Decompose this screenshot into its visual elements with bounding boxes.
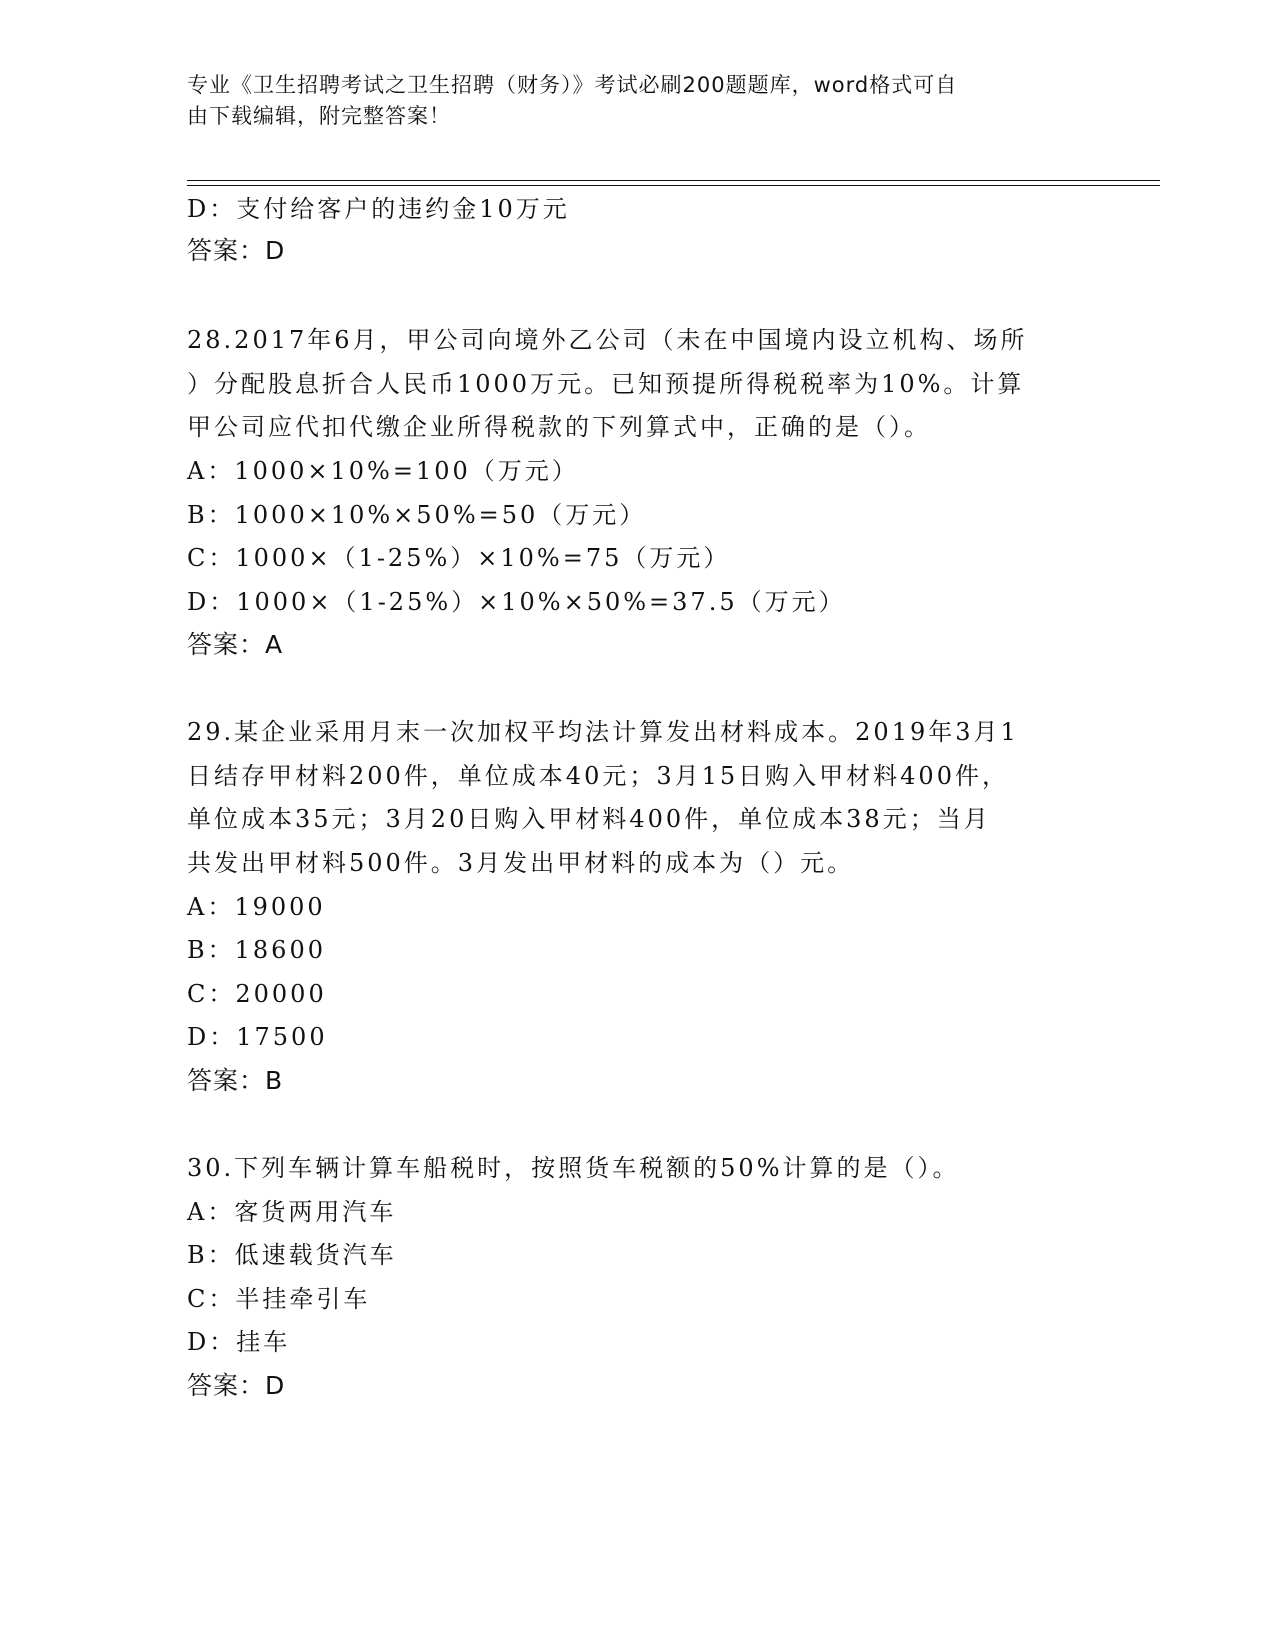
q30-option-d: D：挂车 xyxy=(187,1328,291,1356)
q29-stem-line-4: 共发出甲材料500件。3月发出甲材料的成本为（）元。 xyxy=(187,849,855,877)
q27-answer: 答案：D xyxy=(187,236,286,265)
q29-option-d: D：17500 xyxy=(187,1023,328,1051)
q28-answer: 答案：A xyxy=(187,630,284,659)
header-rule-top xyxy=(187,180,1160,181)
q29-stem-line-1: 29.某企业采用月末一次加权平均法计算发出材料成本。2019年3月1 xyxy=(187,718,1019,746)
q30-answer: 答案：D xyxy=(187,1371,286,1400)
q28-option-c: C：1000×（1-25%）×10%=75（万元） xyxy=(187,544,731,572)
q30-stem-line-1: 30.下列车辆计算车船税时，按照货车税额的50%计算的是（）。 xyxy=(187,1154,960,1182)
q28-option-b: B：1000×10%×50%=50（万元） xyxy=(187,501,647,529)
q29-option-a: A：19000 xyxy=(187,893,326,921)
q27-option-d: D：支付给客户的违约金10万元 xyxy=(187,195,570,223)
document-header xyxy=(187,70,1067,132)
header-line-1: 专业《卫生招聘考试之卫生招聘（财务）》考试必刷200题题库，word格式可自 xyxy=(187,73,958,97)
q29-stem-line-3: 单位成本35元；3月20日购入甲材料400件，单位成本38元；当月 xyxy=(187,805,991,833)
q30-option-a: A：客货两用汽车 xyxy=(187,1198,397,1226)
q29-answer: 答案：B xyxy=(187,1066,284,1095)
q29-option-b: B：18600 xyxy=(187,936,326,964)
q28-option-a: A：1000×10%=100（万元） xyxy=(187,457,579,485)
q28-option-d: D：1000×（1-25%）×10%×50%=37.5（万元） xyxy=(187,588,846,616)
q28-stem-line-2: ）分配股息折合人民币1000万元。已知预提所得税税率为10%。计算 xyxy=(187,370,1025,398)
q30-option-b: B：低速载货汽车 xyxy=(187,1241,397,1269)
q29-option-c: C：20000 xyxy=(187,980,327,1008)
q29-stem-line-2: 日结存甲材料200件，单位成本40元；3月15日购入甲材料400件， xyxy=(187,762,1009,790)
q28-stem-line-3: 甲公司应代扣代缴企业所得税款的下列算式中，正确的是（）。 xyxy=(187,413,931,441)
header-line-2: 由下载编辑，附完整答案！ xyxy=(187,104,451,128)
q28-stem-line-1: 28.2017年6月，甲公司向境外乙公司（未在中国境内设立机构、场所 xyxy=(187,326,1028,354)
q30-option-c: C：半挂牵引车 xyxy=(187,1285,371,1313)
